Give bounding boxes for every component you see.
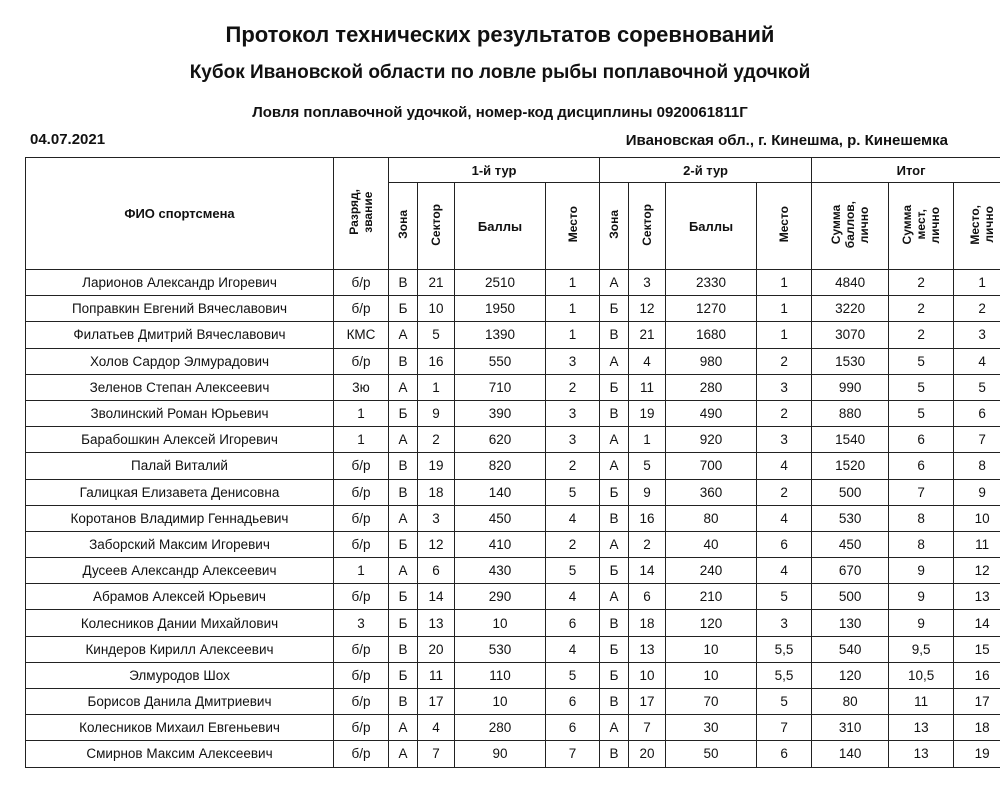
cell-sector-2: 10	[629, 662, 666, 688]
cell-sector-2: 17	[629, 689, 666, 715]
cell-zone-2: А	[600, 348, 629, 374]
cell-zone-1: А	[389, 715, 418, 741]
cell-sector-1: 14	[418, 584, 455, 610]
cell-zone-1: А	[389, 505, 418, 531]
cell-sector-2: 18	[629, 610, 666, 636]
cell-athlete-name: Филатьев Дмитрий Вячеславович	[26, 322, 334, 348]
cell-points-2: 50	[666, 741, 757, 767]
cell-place-personal: 7	[954, 427, 1000, 453]
cell-zone-2: Б	[600, 558, 629, 584]
cell-sum-places: 10,5	[889, 662, 954, 688]
header-name: ФИО спортсмена	[26, 158, 334, 270]
cell-sum-places: 6	[889, 453, 954, 479]
cell-sector-1: 5	[418, 322, 455, 348]
cell-place-personal: 8	[954, 453, 1000, 479]
cell-points-1: 110	[455, 662, 546, 688]
cell-sum-places: 5	[889, 374, 954, 400]
cell-sum-points: 540	[812, 636, 889, 662]
cell-points-1: 280	[455, 715, 546, 741]
protocol-title: Протокол технических результатов соревнований	[225, 22, 775, 47]
cell-zone-2: В	[600, 741, 629, 767]
table-row	[26, 610, 1000, 636]
cell-rank: КМС	[334, 322, 389, 348]
cell-place-2: 4	[757, 453, 812, 479]
cell-zone-2: В	[600, 610, 629, 636]
cell-rank: б/р	[334, 636, 389, 662]
header-sum-points: Сумма баллов, лично	[812, 183, 889, 270]
cell-sector-2: 21	[629, 322, 666, 348]
cell-place-1: 4	[546, 584, 600, 610]
cell-points-2: 920	[666, 427, 757, 453]
cell-rank: 1	[334, 558, 389, 584]
cell-sector-1: 9	[418, 400, 455, 426]
cell-place-personal: 12	[954, 558, 1000, 584]
cell-sum-points: 3070	[812, 322, 889, 348]
table-row	[26, 270, 1000, 296]
cell-place-personal: 18	[954, 715, 1000, 741]
cell-place-1: 4	[546, 505, 600, 531]
cell-points-1: 390	[455, 400, 546, 426]
cell-points-1: 710	[455, 374, 546, 400]
cell-zone-1: Б	[389, 584, 418, 610]
cell-rank: 1	[334, 427, 389, 453]
cell-sector-1: 2	[418, 427, 455, 453]
cell-points-1: 410	[455, 531, 546, 557]
cell-sum-places: 9,5	[889, 636, 954, 662]
cell-zone-2: Б	[600, 662, 629, 688]
cell-place-1: 3	[546, 427, 600, 453]
cell-points-2: 2330	[666, 270, 757, 296]
cell-sector-1: 20	[418, 636, 455, 662]
cell-athlete-name: Барабошкин Алексей Игоревич	[26, 427, 334, 453]
cell-sum-places: 8	[889, 531, 954, 557]
cell-place-personal: 6	[954, 400, 1000, 426]
header-zone-1: Зона	[389, 183, 418, 270]
cell-place-personal: 4	[954, 348, 1000, 374]
cell-place-1: 4	[546, 636, 600, 662]
cell-zone-1: В	[389, 636, 418, 662]
cell-sector-2: 16	[629, 505, 666, 531]
cell-place-1: 5	[546, 479, 600, 505]
cell-sector-2: 13	[629, 636, 666, 662]
cell-sum-points: 4840	[812, 270, 889, 296]
cell-sum-points: 880	[812, 400, 889, 426]
cell-zone-1: А	[389, 374, 418, 400]
table-row	[26, 322, 1000, 348]
cell-points-2: 980	[666, 348, 757, 374]
header-place-1: Место	[546, 183, 600, 270]
header-sector-1: Сектор	[418, 183, 455, 270]
table-row	[26, 741, 1000, 767]
cell-points-1: 1950	[455, 296, 546, 322]
cell-sum-places: 8	[889, 505, 954, 531]
cell-points-2: 240	[666, 558, 757, 584]
cell-athlete-name: Колесников Дании Михайлович	[26, 610, 334, 636]
cell-place-1: 1	[546, 296, 600, 322]
cell-points-2: 360	[666, 479, 757, 505]
cell-place-1: 1	[546, 322, 600, 348]
cell-place-personal: 9	[954, 479, 1000, 505]
cell-place-2: 1	[757, 296, 812, 322]
cell-sector-1: 12	[418, 531, 455, 557]
table-row	[26, 427, 1000, 453]
cell-sector-1: 16	[418, 348, 455, 374]
cell-place-personal: 3	[954, 322, 1000, 348]
cell-sum-points: 500	[812, 584, 889, 610]
cell-athlete-name: Дусеев Александр Алексеевич	[26, 558, 334, 584]
cell-rank: б/р	[334, 662, 389, 688]
cell-sector-1: 17	[418, 689, 455, 715]
cell-zone-2: В	[600, 505, 629, 531]
cell-zone-1: В	[389, 689, 418, 715]
cell-place-2: 7	[757, 715, 812, 741]
cell-sector-1: 1	[418, 374, 455, 400]
cell-place-2: 5,5	[757, 636, 812, 662]
cell-sector-1: 6	[418, 558, 455, 584]
header-round1: 1-й тур	[389, 158, 600, 183]
cell-rank: б/р	[334, 689, 389, 715]
cell-sum-points: 1540	[812, 427, 889, 453]
cell-zone-2: Б	[600, 296, 629, 322]
cell-athlete-name: Элмуродов Шох	[26, 662, 334, 688]
cell-sum-places: 2	[889, 296, 954, 322]
cell-points-2: 1270	[666, 296, 757, 322]
cell-place-personal: 16	[954, 662, 1000, 688]
cell-place-personal: 17	[954, 689, 1000, 715]
discipline-line: Ловля поплавочной удочкой, номер-код дисциплины 0920061811Г	[252, 104, 748, 121]
cell-zone-2: В	[600, 400, 629, 426]
cell-place-1: 1	[546, 270, 600, 296]
cell-place-2: 3	[757, 610, 812, 636]
cell-sector-1: 10	[418, 296, 455, 322]
cell-sector-1: 18	[418, 479, 455, 505]
cell-zone-2: В	[600, 322, 629, 348]
cell-points-1: 90	[455, 741, 546, 767]
cell-zone-2: Б	[600, 374, 629, 400]
cell-zone-1: А	[389, 558, 418, 584]
cell-place-personal: 11	[954, 531, 1000, 557]
cell-athlete-name: Смирнов Максим Алексеевич	[26, 741, 334, 767]
cell-place-2: 3	[757, 374, 812, 400]
cell-points-2: 30	[666, 715, 757, 741]
table-row	[26, 296, 1000, 322]
cell-zone-1: Б	[389, 400, 418, 426]
cell-athlete-name: Борисов Данила Дмитриевич	[26, 689, 334, 715]
cell-zone-1: В	[389, 479, 418, 505]
cell-place-1: 3	[546, 400, 600, 426]
cell-points-1: 10	[455, 689, 546, 715]
cell-sector-2: 6	[629, 584, 666, 610]
cell-place-personal: 2	[954, 296, 1000, 322]
table-row	[26, 558, 1000, 584]
cell-place-1: 6	[546, 610, 600, 636]
cell-place-2: 4	[757, 505, 812, 531]
cell-sector-1: 3	[418, 505, 455, 531]
cell-sum-places: 9	[889, 558, 954, 584]
cell-sector-2: 3	[629, 270, 666, 296]
cell-rank: 3ю	[334, 374, 389, 400]
cell-sum-points: 80	[812, 689, 889, 715]
cell-zone-1: Б	[389, 662, 418, 688]
cell-points-1: 820	[455, 453, 546, 479]
cell-points-1: 290	[455, 584, 546, 610]
cell-athlete-name: Абрамов Алексей Юрьевич	[26, 584, 334, 610]
cell-athlete-name: Зеленов Степан Алексеевич	[26, 374, 334, 400]
cell-zone-2: Б	[600, 636, 629, 662]
cell-points-2: 40	[666, 531, 757, 557]
cell-sum-points: 3220	[812, 296, 889, 322]
cell-points-2: 120	[666, 610, 757, 636]
cell-points-2: 10	[666, 662, 757, 688]
table-row	[26, 479, 1000, 505]
cell-sum-points: 1520	[812, 453, 889, 479]
cell-zone-2: А	[600, 584, 629, 610]
cell-sector-2: 2	[629, 531, 666, 557]
results-table	[25, 157, 1000, 768]
cell-place-2: 4	[757, 558, 812, 584]
cell-athlete-name: Зволинский Роман Юрьевич	[26, 400, 334, 426]
cell-place-1: 2	[546, 531, 600, 557]
cell-sector-1: 7	[418, 741, 455, 767]
cell-zone-1: В	[389, 453, 418, 479]
cell-sum-places: 5	[889, 400, 954, 426]
table-row	[26, 453, 1000, 479]
table-row	[26, 400, 1000, 426]
cell-sum-places: 13	[889, 741, 954, 767]
cell-points-1: 140	[455, 479, 546, 505]
cell-place-2: 3	[757, 427, 812, 453]
cell-sum-points: 530	[812, 505, 889, 531]
cell-sum-points: 120	[812, 662, 889, 688]
cell-athlete-name: Поправкин Евгений Вячеславович	[26, 296, 334, 322]
cell-zone-1: Б	[389, 610, 418, 636]
cell-zone-2: А	[600, 270, 629, 296]
cell-place-1: 3	[546, 348, 600, 374]
cell-zone-2: А	[600, 453, 629, 479]
cell-sector-2: 19	[629, 400, 666, 426]
header-sum-places: Сумма мест, лично	[889, 183, 954, 270]
cell-sum-points: 310	[812, 715, 889, 741]
cell-athlete-name: Колесников Михаил Евгеньевич	[26, 715, 334, 741]
cell-athlete-name: Киндеров Кирилл Алексеевич	[26, 636, 334, 662]
cell-sector-1: 11	[418, 662, 455, 688]
cell-sector-2: 20	[629, 741, 666, 767]
cell-place-personal: 13	[954, 584, 1000, 610]
cell-points-1: 550	[455, 348, 546, 374]
cell-place-1: 5	[546, 558, 600, 584]
cell-points-1: 450	[455, 505, 546, 531]
cell-place-1: 2	[546, 374, 600, 400]
cell-points-1: 10	[455, 610, 546, 636]
table-row	[26, 505, 1000, 531]
header-points-1: Баллы	[455, 183, 546, 270]
cell-rank: б/р	[334, 479, 389, 505]
cell-place-2: 6	[757, 531, 812, 557]
cell-place-1: 2	[546, 453, 600, 479]
cell-sum-points: 130	[812, 610, 889, 636]
cell-place-personal: 1	[954, 270, 1000, 296]
cell-athlete-name: Галицкая Елизавета Денисовна	[26, 479, 334, 505]
header-sector-2: Сектор	[629, 183, 666, 270]
cell-sum-points: 670	[812, 558, 889, 584]
table-row	[26, 531, 1000, 557]
cell-sector-1: 21	[418, 270, 455, 296]
cell-zone-2: В	[600, 689, 629, 715]
cell-athlete-name: Заборский Максим Игоревич	[26, 531, 334, 557]
cell-rank: б/р	[334, 584, 389, 610]
header-points-2: Баллы	[666, 183, 757, 270]
cell-sum-points: 990	[812, 374, 889, 400]
cell-zone-1: Б	[389, 296, 418, 322]
cell-zone-1: Б	[389, 531, 418, 557]
cell-place-personal: 14	[954, 610, 1000, 636]
cell-sum-places: 9	[889, 610, 954, 636]
cell-sum-places: 13	[889, 715, 954, 741]
cell-sum-points: 450	[812, 531, 889, 557]
cell-points-2: 70	[666, 689, 757, 715]
cell-place-personal: 10	[954, 505, 1000, 531]
cell-place-personal: 5	[954, 374, 1000, 400]
cell-sum-points: 140	[812, 741, 889, 767]
cell-place-1: 6	[546, 715, 600, 741]
cell-place-1: 5	[546, 662, 600, 688]
header-place-personal: Место, лично	[954, 183, 1000, 270]
table-row	[26, 348, 1000, 374]
table-row	[26, 374, 1000, 400]
cell-points-2: 210	[666, 584, 757, 610]
cell-sum-places: 5	[889, 348, 954, 374]
cell-points-1: 1390	[455, 322, 546, 348]
cell-place-2: 6	[757, 741, 812, 767]
table-row	[26, 636, 1000, 662]
cell-zone-1: В	[389, 270, 418, 296]
cell-zone-2: Б	[600, 479, 629, 505]
cell-place-2: 2	[757, 479, 812, 505]
cell-rank: б/р	[334, 270, 389, 296]
results-body	[26, 270, 1000, 768]
header-zone-2: Зона	[600, 183, 629, 270]
cell-sector-2: 9	[629, 479, 666, 505]
cell-points-1: 2510	[455, 270, 546, 296]
cell-sector-1: 4	[418, 715, 455, 741]
cell-rank: б/р	[334, 715, 389, 741]
cell-athlete-name: Палай Виталий	[26, 453, 334, 479]
cell-zone-1: А	[389, 427, 418, 453]
cell-points-2: 700	[666, 453, 757, 479]
cell-sector-2: 4	[629, 348, 666, 374]
cell-sector-2: 11	[629, 374, 666, 400]
header-round2: 2-й тур	[600, 158, 812, 183]
cell-place-2: 5	[757, 584, 812, 610]
cell-sector-1: 19	[418, 453, 455, 479]
cell-athlete-name: Холов Сардор Элмурадович	[26, 348, 334, 374]
cell-sum-places: 7	[889, 479, 954, 505]
cell-points-1: 620	[455, 427, 546, 453]
cell-points-1: 430	[455, 558, 546, 584]
header-place-2: Место	[757, 183, 812, 270]
cell-place-2: 5,5	[757, 662, 812, 688]
cell-sum-places: 6	[889, 427, 954, 453]
cell-sum-points: 500	[812, 479, 889, 505]
cell-place-2: 5	[757, 689, 812, 715]
cell-zone-1: В	[389, 348, 418, 374]
cell-athlete-name: Коротанов Владимир Геннадьевич	[26, 505, 334, 531]
cell-place-1: 6	[546, 689, 600, 715]
table-row	[26, 662, 1000, 688]
cell-points-2: 10	[666, 636, 757, 662]
competition-date: 04.07.2021	[30, 131, 106, 148]
cell-sector-2: 7	[629, 715, 666, 741]
cell-zone-1: А	[389, 322, 418, 348]
cell-sector-2: 1	[629, 427, 666, 453]
cell-zone-2: А	[600, 715, 629, 741]
cell-place-2: 1	[757, 270, 812, 296]
table-row	[26, 715, 1000, 741]
cell-sum-points: 1530	[812, 348, 889, 374]
cell-points-2: 280	[666, 374, 757, 400]
cell-points-2: 80	[666, 505, 757, 531]
cell-sector-2: 5	[629, 453, 666, 479]
competition-location: Ивановская обл., г. Кинешма, р. Кинешемка	[625, 132, 948, 149]
cell-sum-places: 9	[889, 584, 954, 610]
cell-place-personal: 19	[954, 741, 1000, 767]
cell-rank: б/р	[334, 348, 389, 374]
cell-points-2: 490	[666, 400, 757, 426]
competition-title: Кубок Ивановской области по ловле рыбы поплавочной удочкой	[189, 62, 811, 83]
cell-rank: б/р	[334, 453, 389, 479]
cell-sector-2: 14	[629, 558, 666, 584]
cell-place-2: 2	[757, 400, 812, 426]
cell-sum-places: 2	[889, 322, 954, 348]
cell-rank: 3	[334, 610, 389, 636]
cell-sum-places: 2	[889, 270, 954, 296]
cell-place-2: 2	[757, 348, 812, 374]
cell-place-1: 7	[546, 741, 600, 767]
cell-place-2: 1	[757, 322, 812, 348]
cell-zone-2: А	[600, 531, 629, 557]
cell-zone-2: А	[600, 427, 629, 453]
cell-athlete-name: Ларионов Александр Игоревич	[26, 270, 334, 296]
cell-rank: б/р	[334, 741, 389, 767]
cell-sector-2: 12	[629, 296, 666, 322]
cell-rank: б/р	[334, 531, 389, 557]
header-total: Итог	[812, 158, 1000, 183]
cell-sum-places: 11	[889, 689, 954, 715]
header-rank: Разряд, звание	[334, 158, 389, 270]
cell-points-2: 1680	[666, 322, 757, 348]
cell-rank: б/р	[334, 505, 389, 531]
cell-rank: б/р	[334, 296, 389, 322]
cell-sector-1: 13	[418, 610, 455, 636]
table-row	[26, 689, 1000, 715]
cell-points-1: 530	[455, 636, 546, 662]
cell-zone-1: А	[389, 741, 418, 767]
cell-place-personal: 15	[954, 636, 1000, 662]
table-row	[26, 584, 1000, 610]
cell-rank: 1	[334, 400, 389, 426]
